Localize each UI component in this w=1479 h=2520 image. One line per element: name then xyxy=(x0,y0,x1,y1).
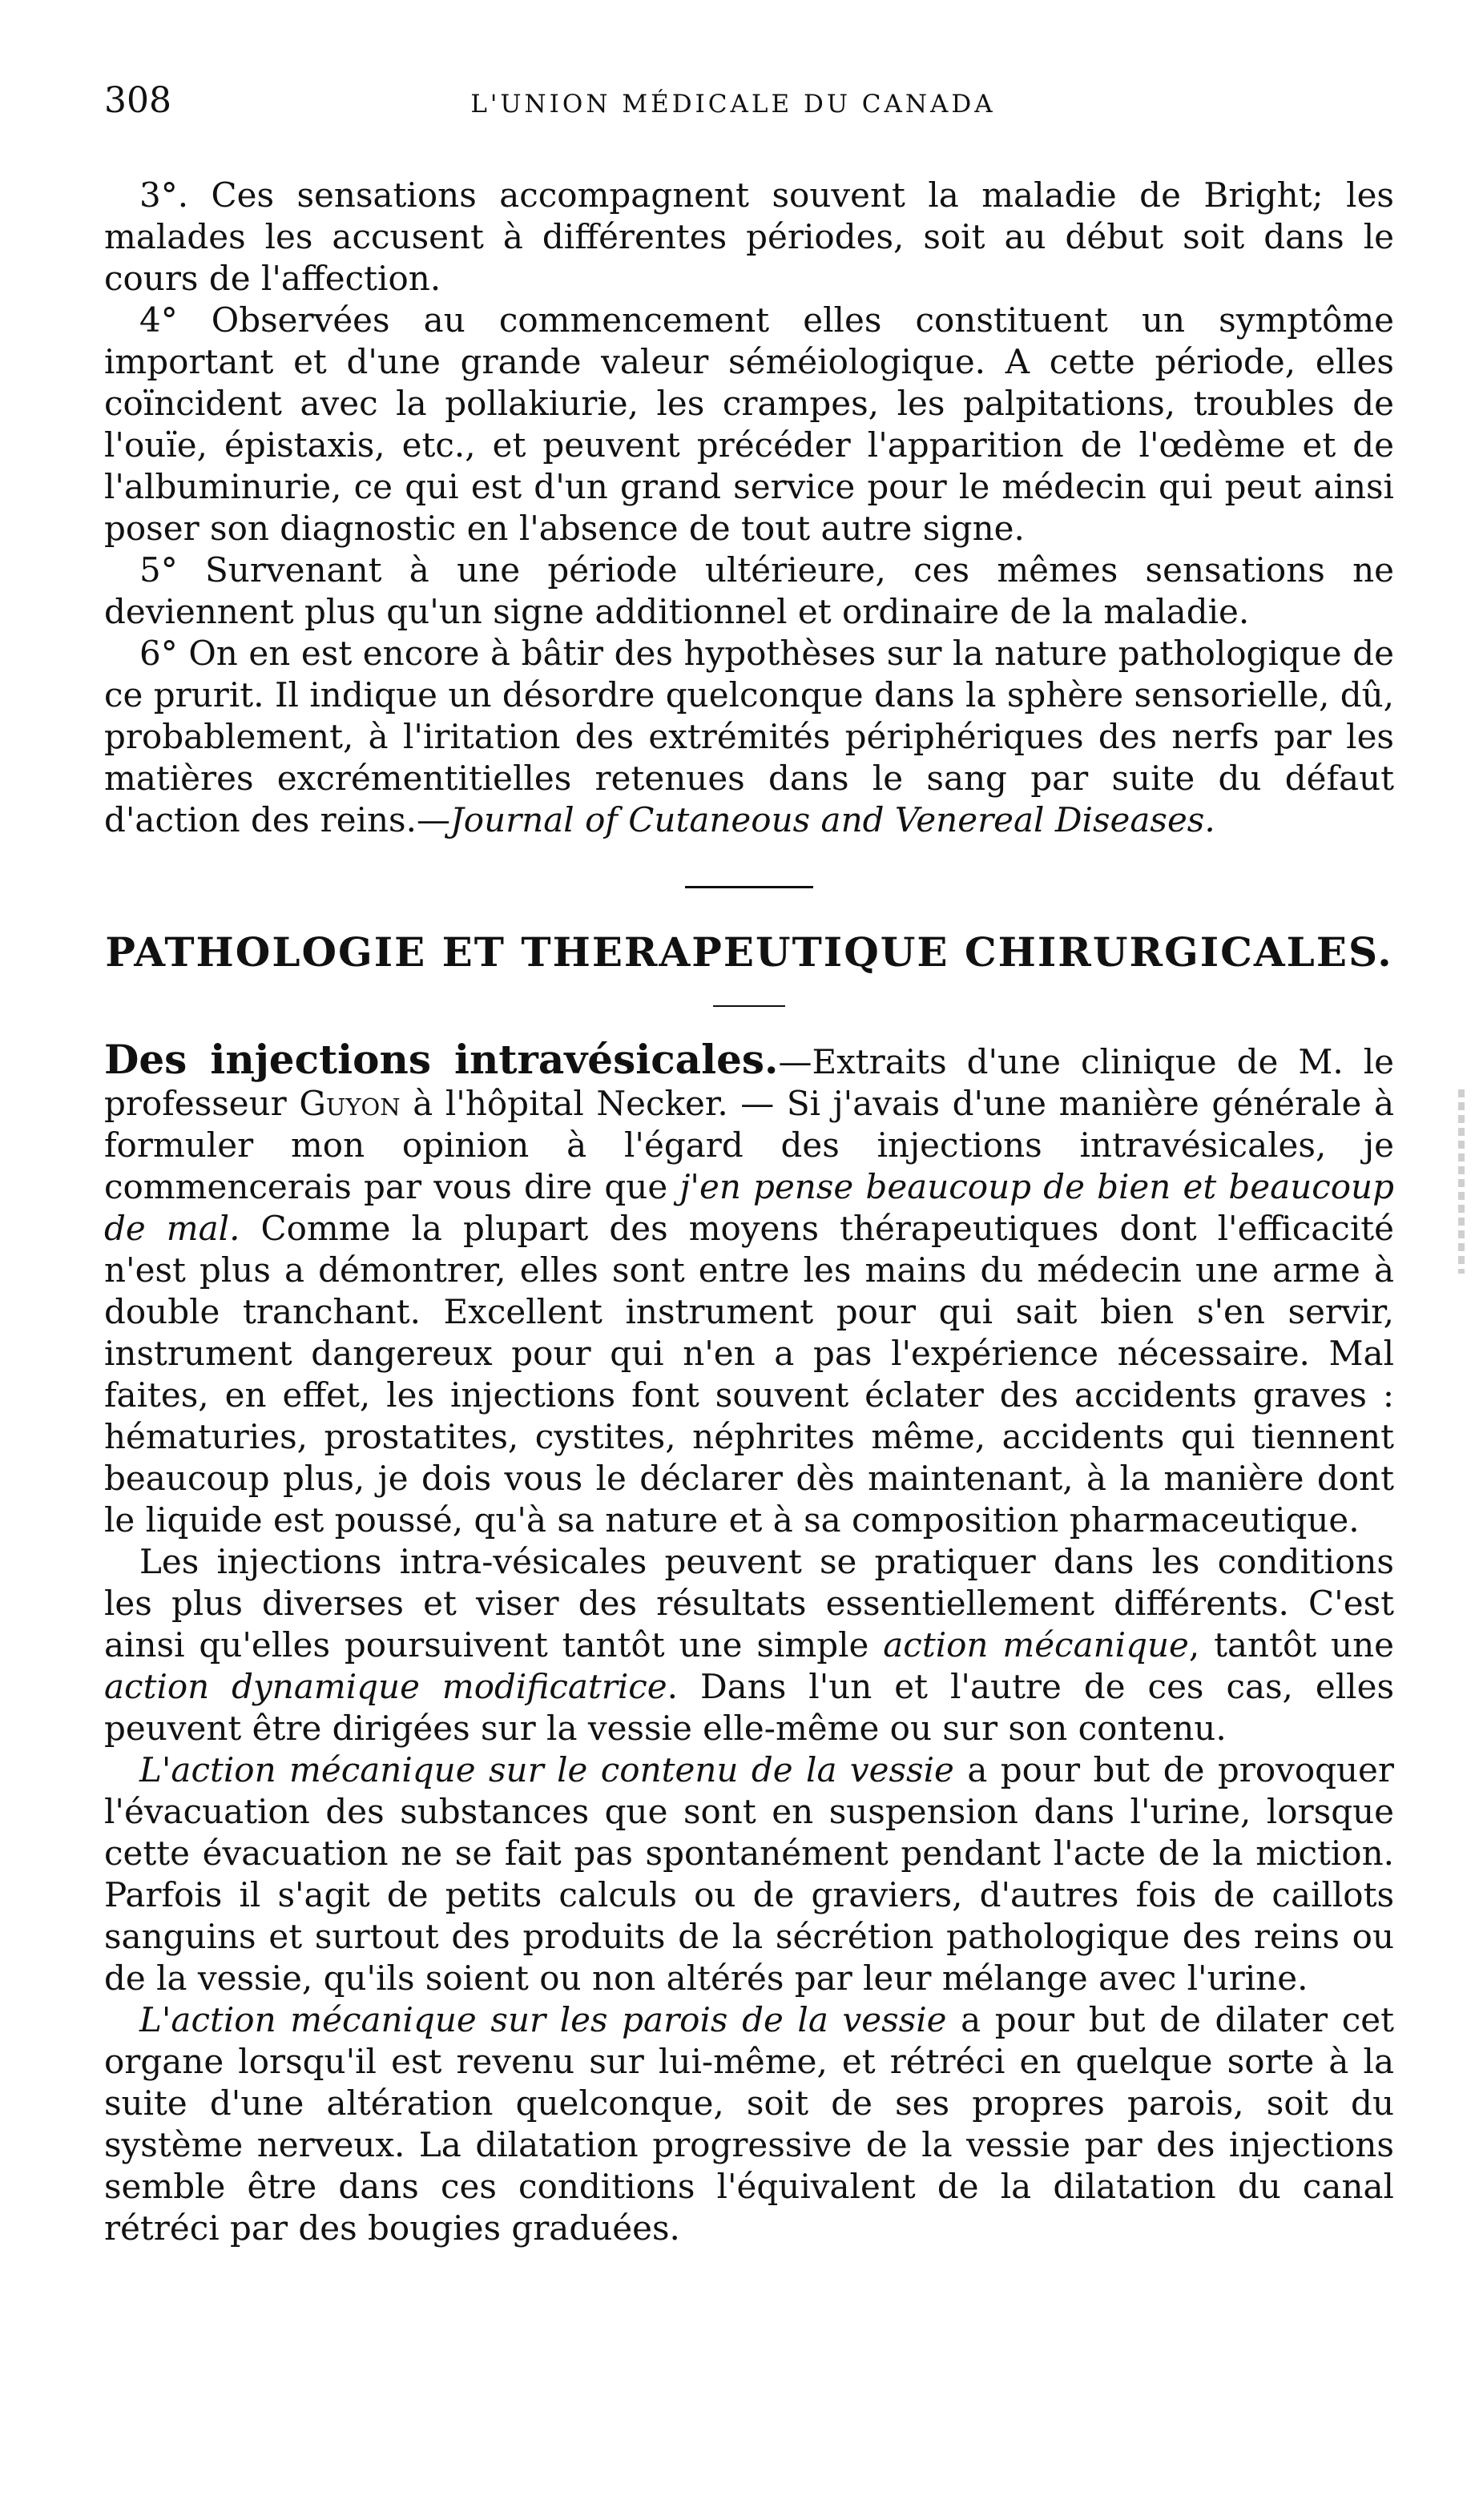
paragraph-item-4: 4° Observées au commencement elles constituent un symptôme important et d'une grande valeur séméiologique. A cette période, elles coïncident avec la pollakiurie, les crampes, les palpitations, troubles de l'ouïe, épistaxis, etc., et peuvent précéder l'apparition de l'œdème et de l'albuminurie, ce qui est d'un grand service pour le médecin qui peut ainsi poser son diagnostic en l'absence de tout autre signe. xyxy=(104,300,1394,548)
running-head xyxy=(104,80,1394,144)
article-intro xyxy=(104,1036,1395,1541)
author-quote: j'en pense beaucoup de bien et beaucoup de mal. xyxy=(104,1167,1394,1248)
paragraph-conditions-text-c: . Dans l'un et l'autre de ces cas, elles peuvent être dirigées sur la vessie elle-même ou sur son contenu. xyxy=(104,1667,1395,1748)
document-page xyxy=(104,80,1394,2249)
paragraph-contenu-text: a pour but de provoquer l'évacuation des substances que sont en suspension dans l'urine, lorsque cette évacuation ne se fait pas spontanément pendant l'acte de la miction. Parfois il s'agit de petits calculs ou de graviers, d'autres fois de caillots sanguins et surtout des produits de la sécrétion pathologique des reins ou de la vessie, qu'ils soient ou non altérés par leur mélange avec l'urine. xyxy=(104,1750,1394,1998)
article-intro-text-a: —Extraits d'une clinique de M. le professeur xyxy=(104,1042,1394,1123)
section-divider xyxy=(685,886,813,888)
scan-edge-artifact xyxy=(1458,1089,1465,1274)
paragraph-parois-text: a pour but de dilater cet organe lorsqu'il est revenu sur lui-même, et rétréci en quelque sorte à la suite d'une altération quelconque, soit de ses propres parois, soit du système nerveux. La dilatation progressive de la vessie par des injections semble être dans ces conditions l'équivalent de la dilatation du canal rétréci par des bougies graduées. xyxy=(104,2000,1394,2248)
emphasis-action-mecanique: action mécanique xyxy=(883,1625,1189,1665)
journal-title: L'UNION MÉDICALE DU CANADA xyxy=(470,90,996,119)
author-name: Guyon xyxy=(299,1084,401,1123)
paragraph-contenu xyxy=(104,1749,1394,1999)
emphasis-parois: L'action mécanique sur les parois de la vessie xyxy=(139,2000,947,2039)
emphasis-contenu: L'action mécanique sur le contenu de la vessie xyxy=(139,1750,954,1789)
paragraph-item-3: 3°. Ces sensations accompagnent souvent la maladie de Bright; les malades les accusent à différentes périodes, soit au début soit dans le cours de l'affection. xyxy=(104,175,1394,298)
paragraph-parois xyxy=(104,1999,1394,2249)
page-number: 308 xyxy=(104,80,171,121)
paragraph-item-6 xyxy=(104,633,1394,841)
section-heading: PATHOLOGIE ET THERAPEUTIQUE CHIRURGICALES. xyxy=(105,928,1393,976)
article-intro-text-c: Comme la plupart des moyens thérapeutiques dont l'efficacité n'est plus a démontrer, elles sont entre les mains du médecin une arme à double tranchant. Excellent instrument pour qui sait bien s'en servir, instrument dangereux pour qui n'en a pas l'expérience nécessaire. Mal faites, en effet, les injections font souvent éclater des accidents graves : hématuries, prostatites, cystites, néphrites même, accidents qui tiennent beaucoup plus, je dois vous le déclarer dès maintenant, à la manière dont le liquide est poussé, qu'à sa nature et à sa composition pharmaceutique. xyxy=(104,1209,1394,1540)
paragraph-conditions xyxy=(104,1541,1394,1749)
paragraph-conditions-text-b: , tantôt une xyxy=(1188,1625,1394,1665)
heading-divider xyxy=(713,1005,785,1007)
source-citation: Journal of Cutaneous and Venereal Diseases. xyxy=(449,800,1215,839)
article-title: Des injections intravésicales. xyxy=(104,1036,779,1083)
paragraph-conditions-text-a: Les injections intra-vésicales peuvent se pratiquer dans les conditions les plus diverses et viser des résultats essentiellement différents. C'est ainsi qu'elles poursuivent tantôt une simple xyxy=(104,1542,1394,1665)
emphasis-action-dynamique: action dynamique modificatrice xyxy=(104,1667,667,1706)
paragraph-item-5: 5° Survenant à une période ultérieure, ces mêmes sensations ne deviennent plus qu'un signe additionnel et ordinaire de la maladie. xyxy=(104,550,1394,631)
article-intro-text-b: à l'hôpital Necker. — Si j'avais d'une manière générale à formuler mon opinion à l'égard des injections intravésicales, je commencerais par vous dire que xyxy=(104,1084,1395,1206)
paragraph-item-6-text: 6° On en est encore à bâtir des hypothèses sur la nature pathologique de ce prurit. Il indique un désordre quelconque dans la sphère sensorielle, dû, probablement, à l'iritation des extrémités périphériques des nerfs par les matières excrémentitielles retenues dans le sang par suite du défaut d'action des reins.— xyxy=(104,634,1394,839)
